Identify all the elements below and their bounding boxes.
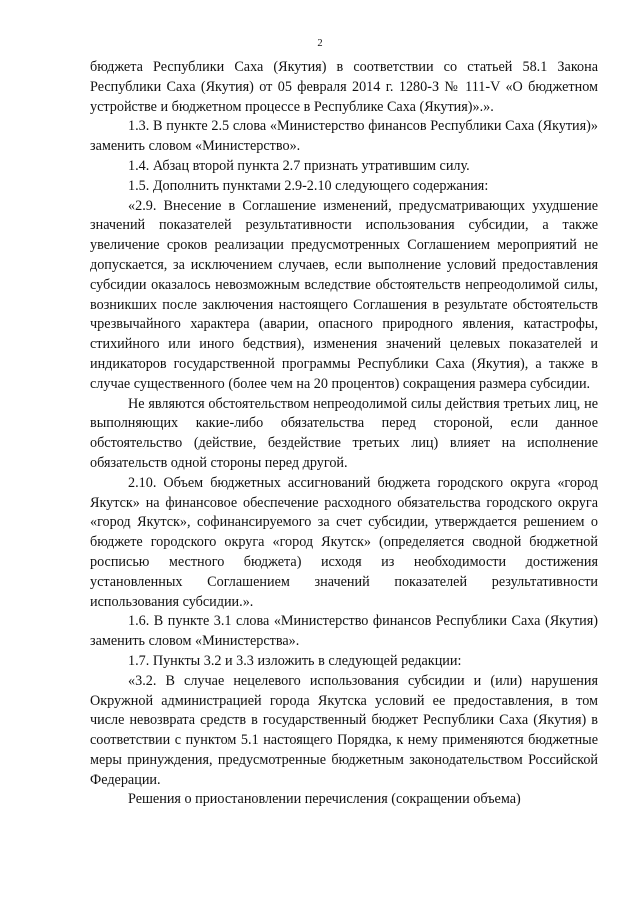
paragraph-2-9: «2.9. Внесение в Соглашение изменений, предусматривающих ухудшение значений показателей результативности использования субсидии, а также увеличение сроков реализации предусмотренных Соглашением мероприятий не допускается, за исключением случаев, если выполнение условий предоставления субсидии оказалось невозможным вследствие обстоятельств непреодолимой силы, возникших после заключения настоящего Соглашения в результате обстоятельств чрезвычайного характера (аварии, опасного природного явления, катастрофы, стихийного или иного бедствия), изменения значений целевых показателей и индикаторов государственной программы Республики Саха (Якутия), а также в случае существенного (более чем на 20 процентов) сокращения размера субсидии. — [90, 197, 598, 392]
paragraph-1-7: 1.7. Пункты 3.2 и 3.3 изложить в следующей редакции: — [128, 652, 462, 669]
paragraph-1-6: 1.6. В пункте 3.1 слова «Министерство финансов Республики Саха (Якутия) заменить словом «Министерства». — [90, 613, 598, 650]
paragraph-decisions: Решения о приостановлении перечисления (сокращении объема) — [128, 791, 521, 808]
paragraph-force-majeure: Не являются обстоятельством непреодолимой силы действия третьих лиц, не выполняющих какие-либо обязательства перед стороной, если данное обстоятельство (действие, бездействие третьих лиц) влияет на исполнение обязательств одной стороны перед другой. — [90, 395, 598, 471]
paragraph-1-5: 1.5. Дополнить пунктами 2.9-2.10 следующего содержания: — [128, 177, 489, 194]
document-body — [90, 58, 598, 810]
paragraph-1-3: 1.3. В пункте 2.5 слова «Министерство финансов Республики Саха (Якутия)» заменить словом «Министерство». — [90, 118, 598, 155]
paragraph-2-10: 2.10. Объем бюджетных ассигнований бюджета городского округа «город Якутск» на финансовое обеспечение расходного обязательства городского округа «город Якутск», софинансируемого за счет субсидии, утверждается решением о бюджете городского округа «город Якутск» (определяется сводной бюджетной росписью местного бюджета) исходя из необходимости достижения установленных Соглашением значений показателей результативности использования субсидии.». — [90, 474, 598, 610]
page-number: 2 — [317, 38, 323, 49]
paragraph-3-2: «3.2. В случае нецелевого использования субсидии и (или) нарушения Окружной администрацией города Якутска условий ее предоставления, в том числе невозврата средств в государственный бюджет Республики Саха (Якутия) в соответствии с пунктом 5.1 настоящего Порядка, к нему применяются бюджетные меры принуждения, предусмотренные бюджетным законодательством Российской Федерации. — [90, 672, 598, 788]
paragraph-continuation: бюджета Республики Саха (Якутия) в соответствии со статьей 58.1 Закона Республики Саха (Якутия) от 05 февраля 2014 г. 1280-З № 111-V «О бюджетном устройстве и бюджетном процессе в Республике Саха (Якутия)».». — [90, 59, 598, 115]
paragraph-1-4: 1.4. Абзац второй пункта 2.7 признать утратившим силу. — [128, 157, 470, 174]
